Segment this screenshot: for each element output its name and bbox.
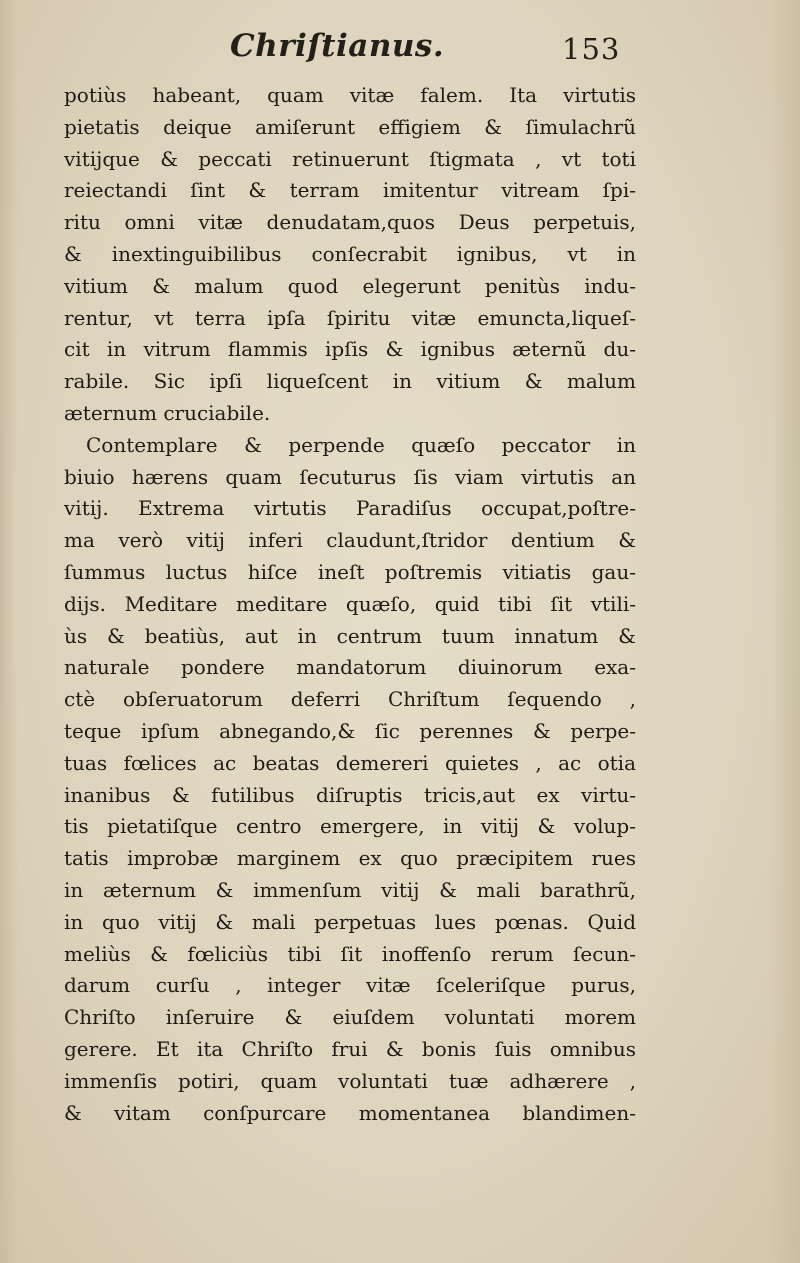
text-line: gerere. Et ita Chriſto frui & bonis ſuis omnibus: [64, 1036, 636, 1061]
text-line: & vitam conſpurcare momentanea blandimen-: [64, 1100, 636, 1125]
text-line: inanibus & futilibus diſruptis tricis,aut ex virtu-: [64, 782, 636, 807]
text-line: meliùs & fœliciùs tibi ſit inoffenſo rerum ſecun-: [64, 941, 636, 966]
text-line: ma verò vitij inferi claudunt,ſtridor dentium &: [64, 528, 636, 553]
text-line: tatis improbæ marginem ex quo præcipitem rues: [64, 846, 636, 871]
text-line: tis pietatiſque centro emergere, in vitij & volup-: [64, 814, 636, 839]
text-line: ùs & beatiùs, aut in centrum tuum innatum &: [64, 623, 636, 648]
page-number: 153: [562, 32, 621, 66]
text-line: rentur, vt terra ipſa ſpiritu vitæ emuncta,liqueſ-: [64, 305, 636, 330]
text-line: in æternum & immenſum vitij & mali barathrũ,: [64, 877, 636, 902]
text-line: reiectandi ſint & terram imitentur vitream ſpi-: [64, 178, 636, 203]
page-right-edge-shadow: [770, 0, 800, 1263]
text-line: vitij. Extrema virtutis Paradiſus occupat,poſtre-: [64, 496, 636, 521]
text-line: & inextinguibilibus conſecrabit ignibus, vt in: [64, 241, 636, 266]
text-line: æternum cruciabile.: [64, 400, 271, 425]
page-header: [60, 28, 640, 78]
text-line: teque ipſum abnegando,& ſic perennes & perpe-: [64, 718, 636, 743]
text-line: vitium & malum quod elegerunt penitùs indu-: [64, 273, 636, 298]
running-head: Chriſtianus.: [230, 28, 445, 64]
text-line: potiùs habeant, quam vitæ falem. Ita virtutis: [64, 83, 636, 107]
text-line: Chriſto inſeruire & eiuſdem voluntati morem: [64, 1005, 636, 1030]
text-line: naturale pondere mandatorum diuinorum exa-: [64, 655, 636, 680]
text-line: Contemplare & perpende quæſo peccator in: [86, 432, 636, 457]
text-line: cit in vitrum flammis ipſis & ignibus æternũ du-: [64, 337, 636, 362]
text-line: darum curſu , integer vitæ ſceleriſque purus,: [64, 973, 636, 998]
text-line: ritu omni vitæ denudatam,quos Deus perpetuis,: [64, 210, 636, 235]
text-line: ctè obſeruatorum deferri Chriſtum ſequendo ,: [64, 687, 636, 712]
text-line: rabile. Sic ipſi liqueſcent in vitium & malum: [64, 369, 636, 394]
text-line: vitijque & peccati retinuerunt ſtigmata , vt toti: [64, 146, 636, 171]
text-line: dijs. Meditare meditare quæſo, quid tibi ſit vtili-: [64, 591, 636, 616]
body-text: [64, 80, 636, 1129]
text-line: pietatis deique amiſerunt effigiem & ſimulachrũ: [64, 114, 636, 139]
text-line: tuas fœlices ac beatas demereri quietes , ac otia: [64, 750, 636, 775]
text-line: biuio hærens quam ſecuturus ſis viam virtutis an: [64, 464, 636, 489]
text-line: immenſis potiri, quam voluntati tuæ adhærere ,: [64, 1068, 636, 1093]
page-left-edge-shadow: [0, 0, 18, 1263]
text-line: ſummus luctus hiſce ineſt poſtremis vitiatis gau-: [64, 559, 636, 584]
text-line: in quo vitij & mali perpetuas lues pœnas. Quid: [64, 909, 636, 934]
